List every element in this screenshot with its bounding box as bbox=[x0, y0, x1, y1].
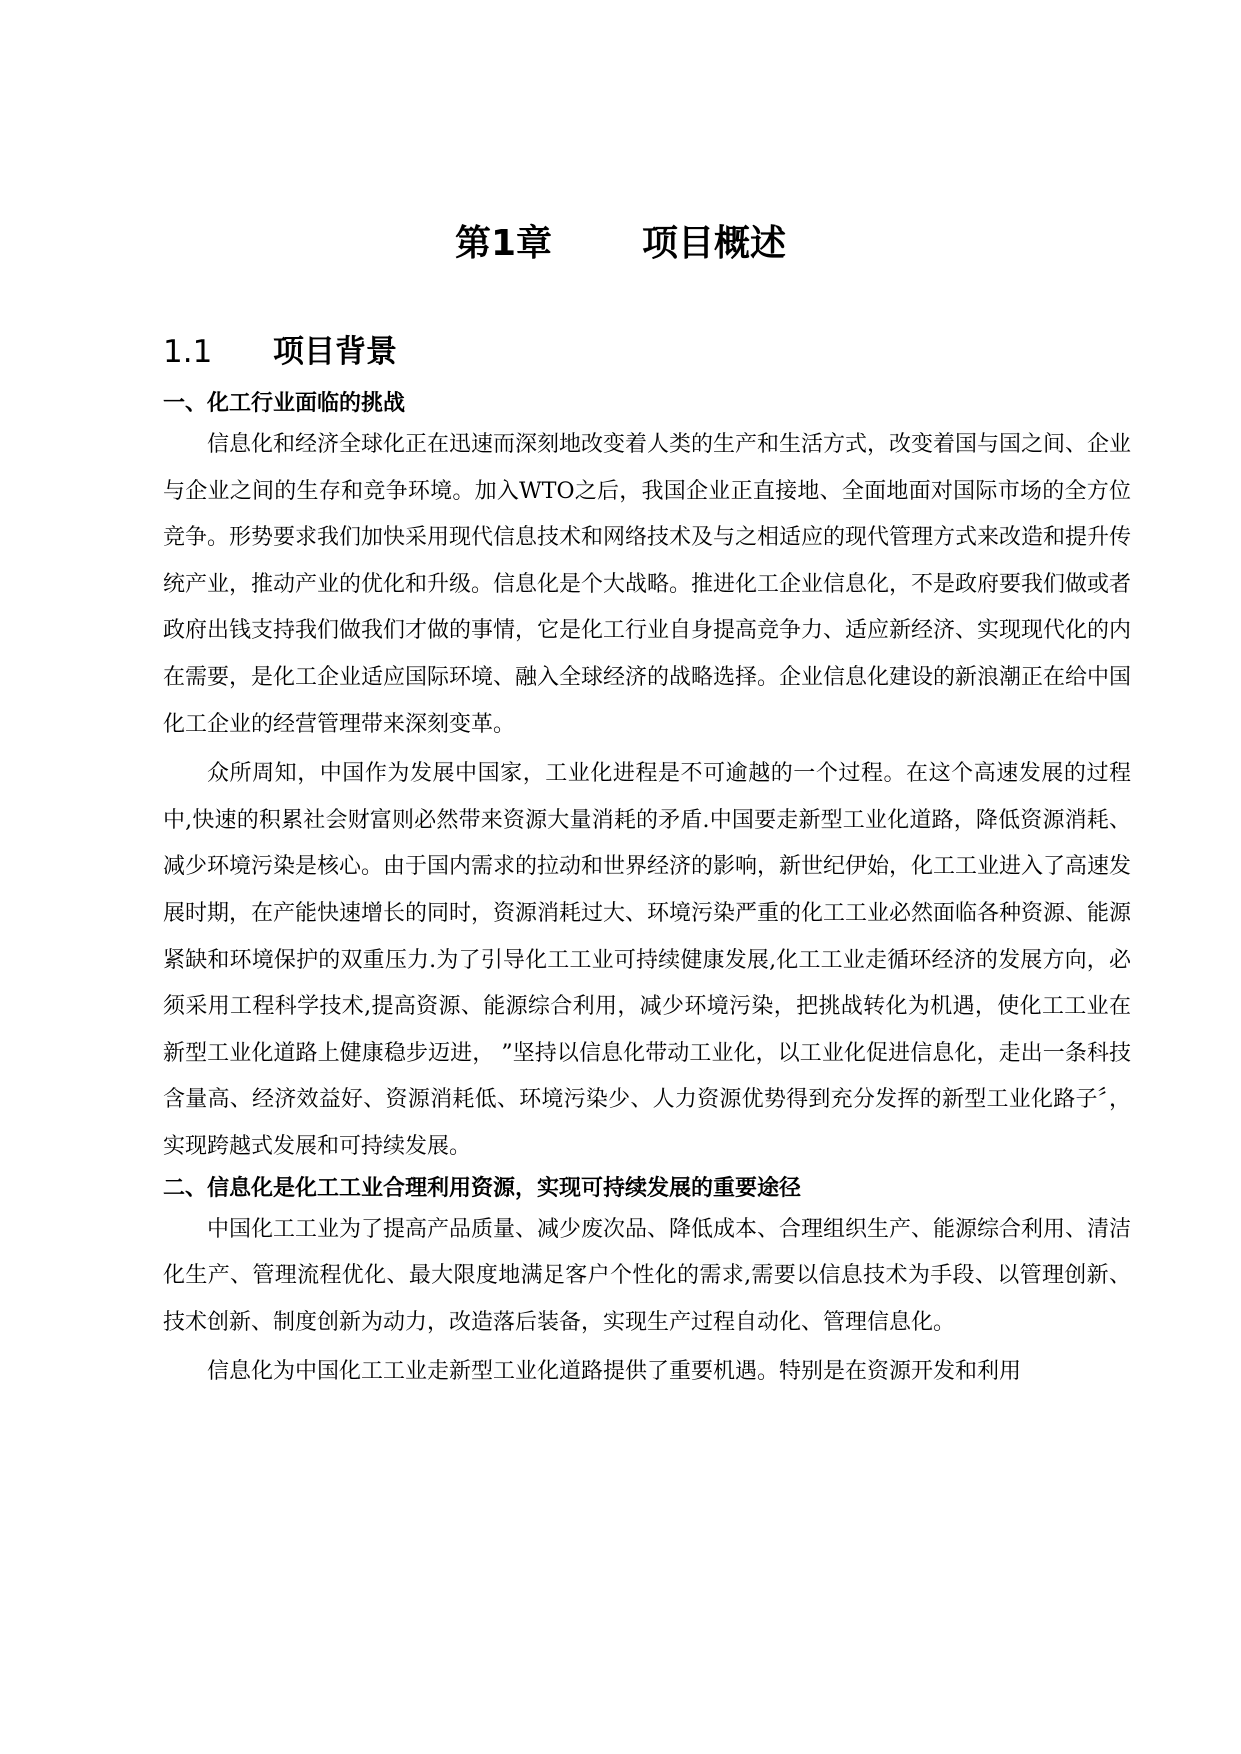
chapter-number: 第1章 bbox=[454, 223, 553, 265]
paragraph: 中国化工工业为了提高产品质量、减少废次品、降低成本、合理组织生产、能源综合利用、清洁化生产、管理流程优化、最大限度地满足客户个性化的需求,需要以信息技术为手段、以管理创新、技术创新、制度创新为动力，改造落后装备，实现生产过程自动化、管理信息化。 bbox=[163, 1216, 1132, 1335]
section-number: 1.1 bbox=[163, 333, 213, 370]
subheading-challenges: 一、化工行业面临的挑战 bbox=[163, 391, 406, 416]
paragraph: 信息化和经济全球化正在迅速而深刻地改变着人类的生产和生活方式，改变着国与国之间、企业与企业之间的生存和竞争环境。加入WTO之后，我国企业正直接地、全面地面对国际市场的全方位竞争。形势要求我们加快采用现代信息技术和网络技术及与之相适应的现代管理方式来改造和提升传统产业，推动产业的优化和升级。信息化是个大战略。推进化工企业信息化，不是政府要我们做或者政府出钱支持我们做我们才做的事情，它是化工行业自身提高竞争力、适应新经济、实现现代化的内在需要，是化工企业适应国际环境、融入全球经济的战略选择。企业信息化建设的新浪潮正在给中国化工企业的经营管理带来深刻变革。 bbox=[163, 432, 1132, 737]
section-name: 项目背景 bbox=[273, 333, 397, 370]
chapter-title bbox=[0, 220, 1241, 268]
paragraph: 众所周知，中国作为发展中国家，工业化进程是不可逾越的一个过程。在这个高速发展的过程中,快速的积累社会财富则必然带来资源大量消耗的矛盾.中国要走新型工业化道路，降低资源消耗、减少环境污染是核心。由于国内需求的拉动和世界经济的影响，新世纪伊始，化工工业进入了高速发展时期，在产能快速增长的同时，资源消耗过大、环境污染严重的化工工业必然面临各种资源、能源紧缺和环境保护的双重压力.为了引导化工工业可持续健康发展,化工工业走循环经济的发展方向，必须采用工程科学技术,提高资源、能源综合利用，减少环境污染，把挑战转化为机遇，使化工工业在新型工业化道路上健康稳步迈进， ”坚持以信息化带动工业化，以工业化促进信息化，走出一条科技含量高、经济效益好、资源消耗低、环境污染少、人力资源优势得到充分发挥的新型工业化路子〞，实现跨越式发展和可持续发展。 bbox=[163, 761, 1132, 1159]
paragraph: 信息化为中国化工工业走新型工业化道路提供了重要机遇。特别是在资源开发和利用 bbox=[207, 1359, 1022, 1385]
section-title bbox=[163, 330, 397, 374]
subheading-informatization: 二、信息化是化工工业合理利用资源，实现可持续发展的重要途径 bbox=[163, 1175, 802, 1201]
document-body bbox=[163, 386, 1131, 1396]
chapter-name: 项目概述 bbox=[642, 223, 787, 265]
